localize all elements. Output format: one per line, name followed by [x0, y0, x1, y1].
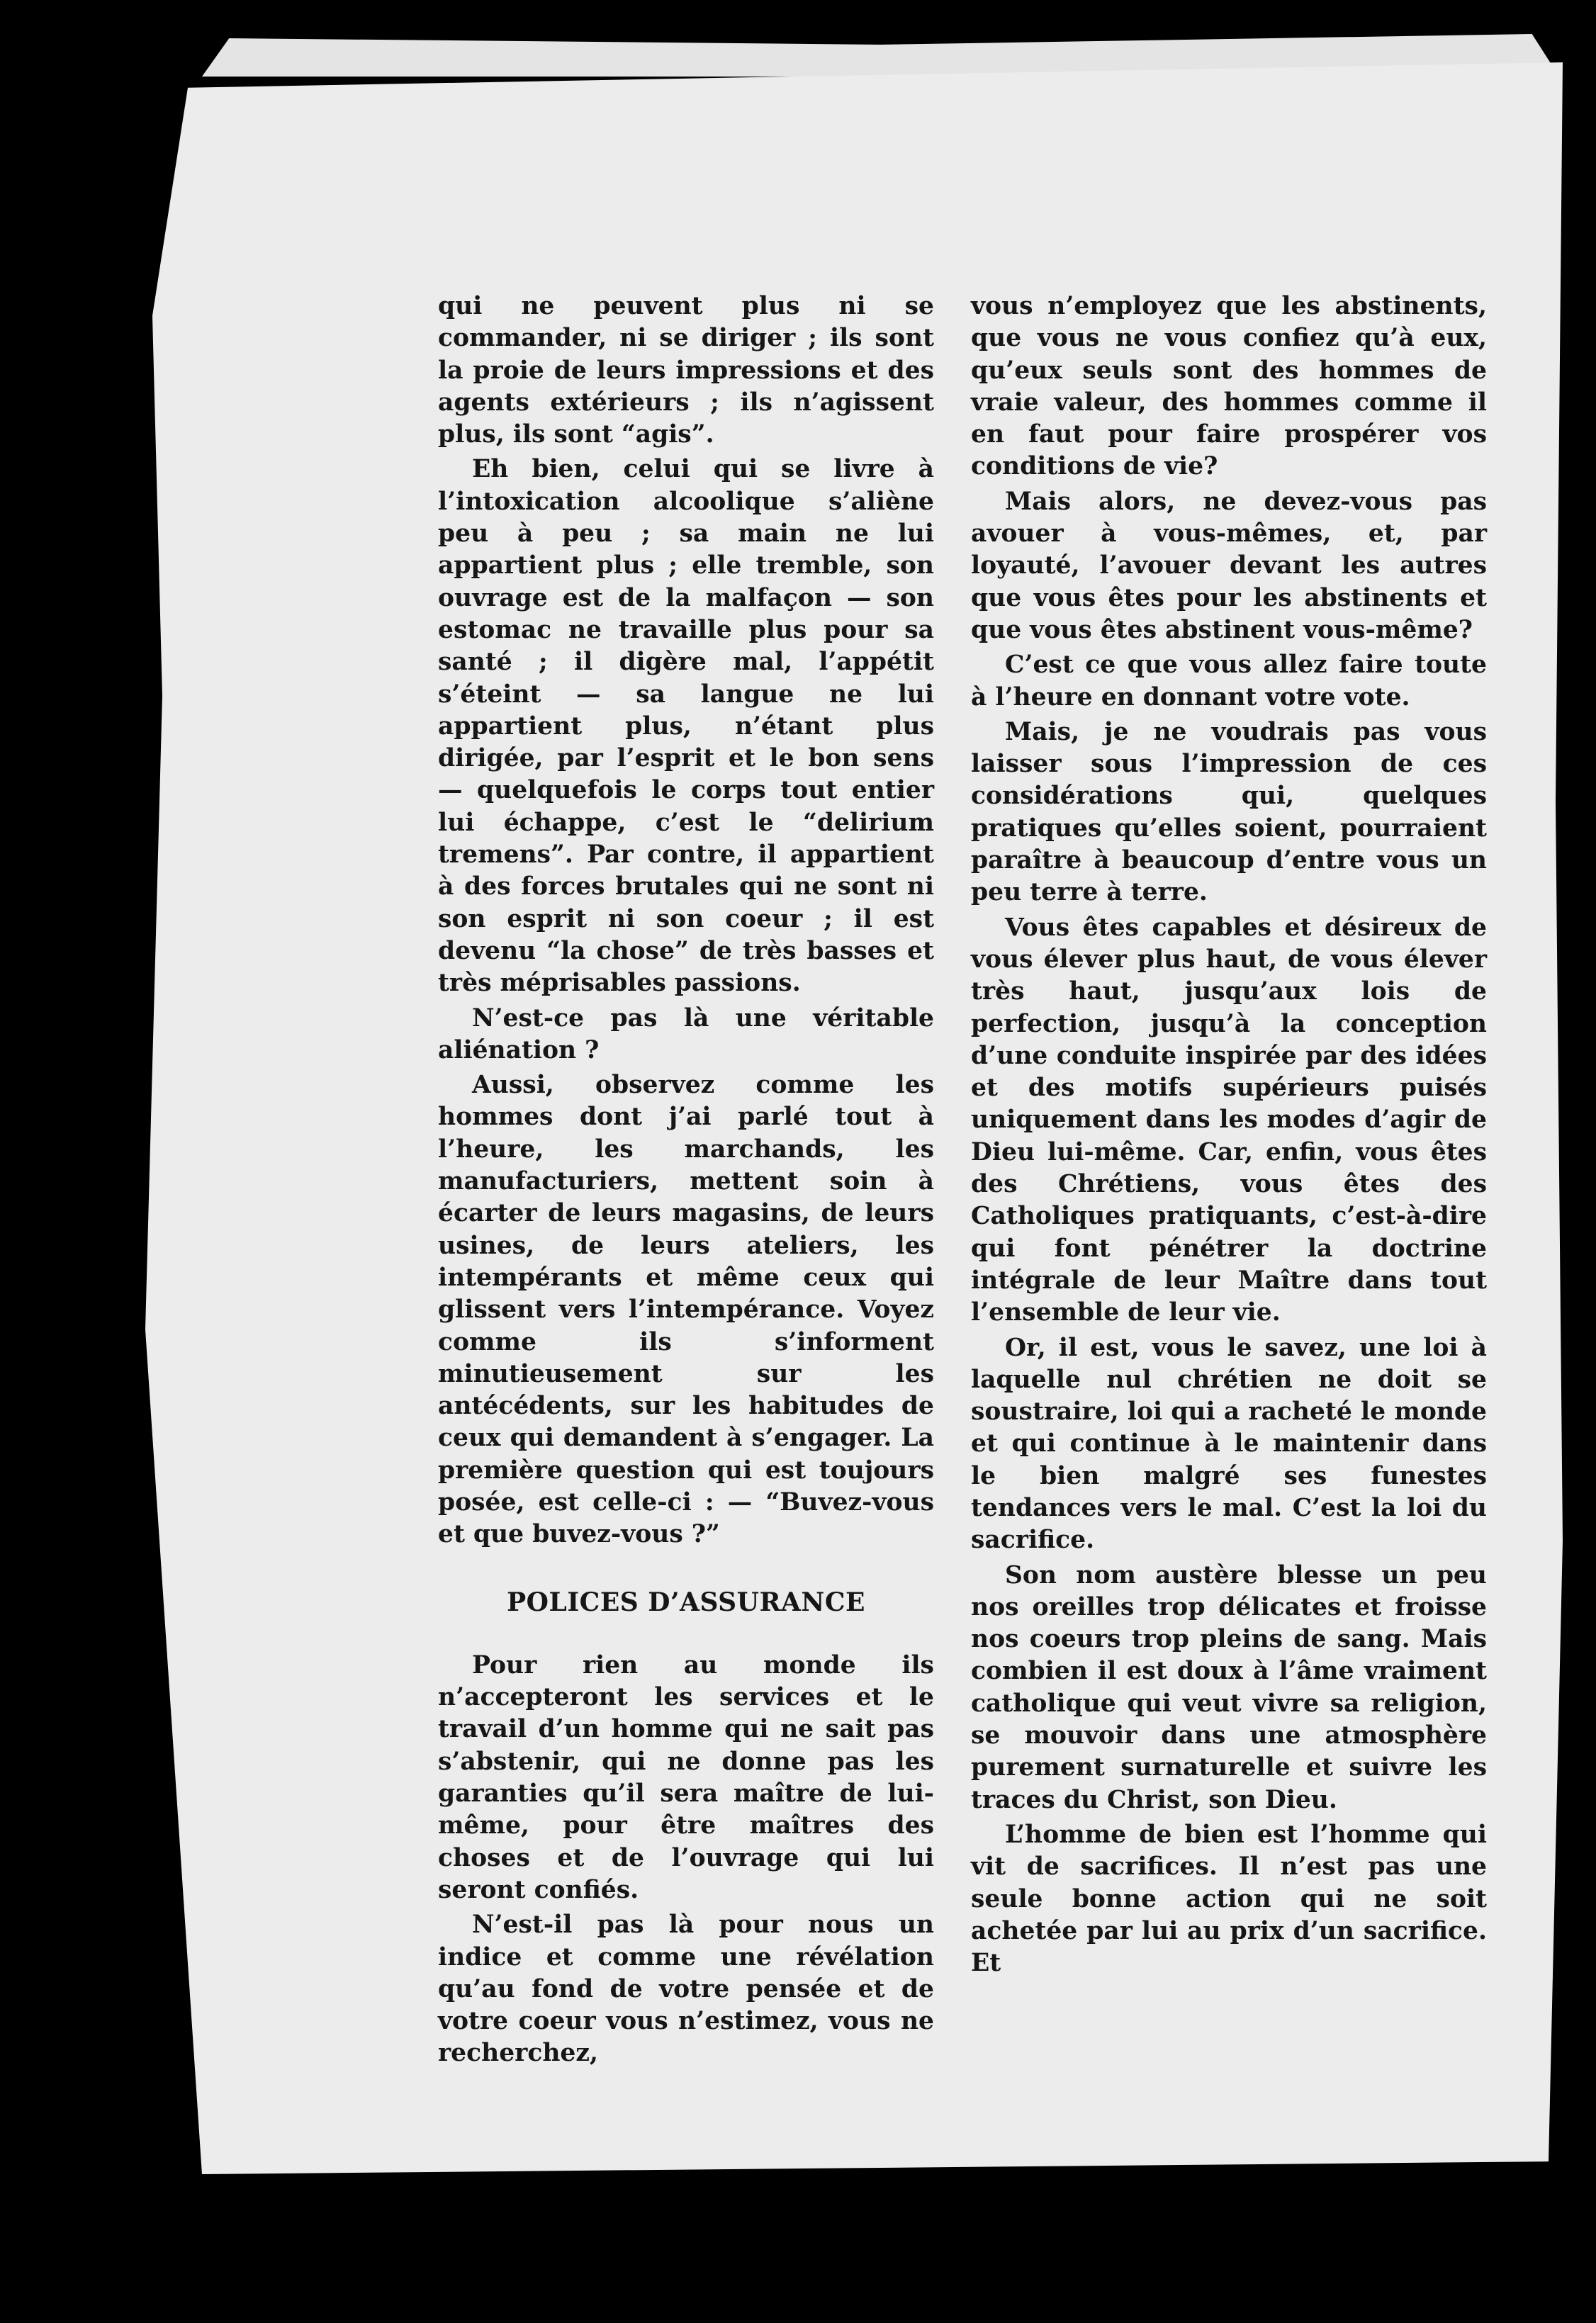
- paragraph: Or, il est, vous le savez, une loi à laquelle nul chrétien ne doit se soustraire, loi qui a racheté le monde et qui continue à le maintenir dans le bien malgré ses funestes tendances vers le mal. C’est la loi du sacrifice.: [971, 1333, 1487, 1555]
- paragraph: vous n’employez que les abstinents, que vous ne vous confiez qu’à eux, qu’eux seuls sont des hommes de vraie valeur, des hommes comme il en faut pour faire prospérer vos conditions de vie?: [971, 292, 1487, 481]
- paragraph: C’est ce que vous allez faire toute à l’heure en donnant votre vote.: [971, 651, 1487, 711]
- paragraph: Aussi, observez comme les hommes dont j’ai parlé tout à l’heure, les marchands, les manufacturiers, mettent soin à écarter de leurs magasins, de leurs usines, de leurs ateliers, les intempérants et même ceux qui glissent vers l’intempérance. Voyez comme ils s’informent minutieusement sur les antécédents, sur les habitudes de ceux qui demandent à s’engager. La première question qui est toujours posée, est celle-ci : — “Buvez-vous et que buvez-vous ?”: [438, 1071, 934, 1549]
- paragraph: N’est-ce pas là une véritable aliénation ?: [438, 1003, 934, 1064]
- paragraph: Vous êtes capables et désireux de vous élever plus haut, de vous élever très haut, jusqu’aux lois de perfection, jusqu’à la conception d’une conduite inspirée par des idées et des motifs supérieurs puisés uniquement dans les modes d’agir de Dieu lui-même. Car, enfin, vous êtes des Chrétiens, vous êtes des Catholiques pratiquants, c’est-à-dire qui font pénétrer la doctrine intégrale de leur Maître dans tout l’ensemble de leur vie.: [971, 913, 1487, 1327]
- paragraph: Son nom austère blesse un peu nos oreilles trop délicates et froisse nos coeurs trop pleins de sang. Mais combien il est doux à l’âme vraiment catholique qui veut vivre sa religion, se mouvoir dans une atmosphère purement surnaturelle et suivre les traces du Christ, son Dieu.: [971, 1560, 1487, 1814]
- paragraph: Mais alors, ne devez-vous pas avouer à vous-mêmes, et, par loyauté, l’avouer devant les autres que vous êtes pour les abstinents et que vous êtes abstinent vous-même?: [971, 487, 1487, 644]
- section-heading: POLICES D’ASSURANCE: [507, 1587, 865, 1617]
- paragraph: Eh bien, celui qui se livre à l’intoxication alcoolique s’aliène peu à peu ; sa main ne lui appartient plus ; elle tremble, son ouvrage est de la malfaçon — son estomac ne travaille plus pour sa santé ; il digère mal, l’appétit s’éteint — sa langue ne lui appartient plus, n’étant plus dirigée, par l’esprit et le bon sens — quelquefois le corps tout entier lui échappe, c’est le “delirium tremens”. Par contre, il appartient à des forces brutales qui ne sont ni son esprit ni son coeur ; il est devenu “la chose” de très basses et très méprisables passions.: [438, 455, 934, 998]
- paragraph: N’est-il pas là pour nous un indice et comme une révélation qu’au fond de votre pensée et de votre coeur vous n’estimez, vous ne recherchez,: [438, 1911, 934, 2068]
- paragraph: Mais, je ne voudrais pas vous laisser sous l’impression de ces considérations qui, quelques pratiques qu’elles soient, pourraient paraître à beaucoup d’entre vous un peu terre à terre.: [971, 717, 1487, 907]
- paragraph: Pour rien au monde ils n’accepteront les services et le travail d’un homme qui ne sait pas s’abstenir, qui ne donne pas les garanties qu’il sera maître de lui-même, pour être maîtres des choses et de l’ouvrage qui lui seront confiés.: [438, 1650, 934, 1904]
- paragraph: qui ne peuvent plus ni se commander, ni se diriger ; ils sont la proie de leurs impressions et des agents extérieurs ; ils n’agissent plus, ils sont “agis”.: [438, 292, 934, 449]
- paragraph: L’homme de bien est l’homme qui vit de sacrifices. Il n’est pas une seule bonne action qui ne soit achetée par lui au prix d’un sacrifice. Et: [971, 1820, 1487, 1978]
- right-column: [971, 291, 1487, 1979]
- left-column: [438, 291, 934, 2070]
